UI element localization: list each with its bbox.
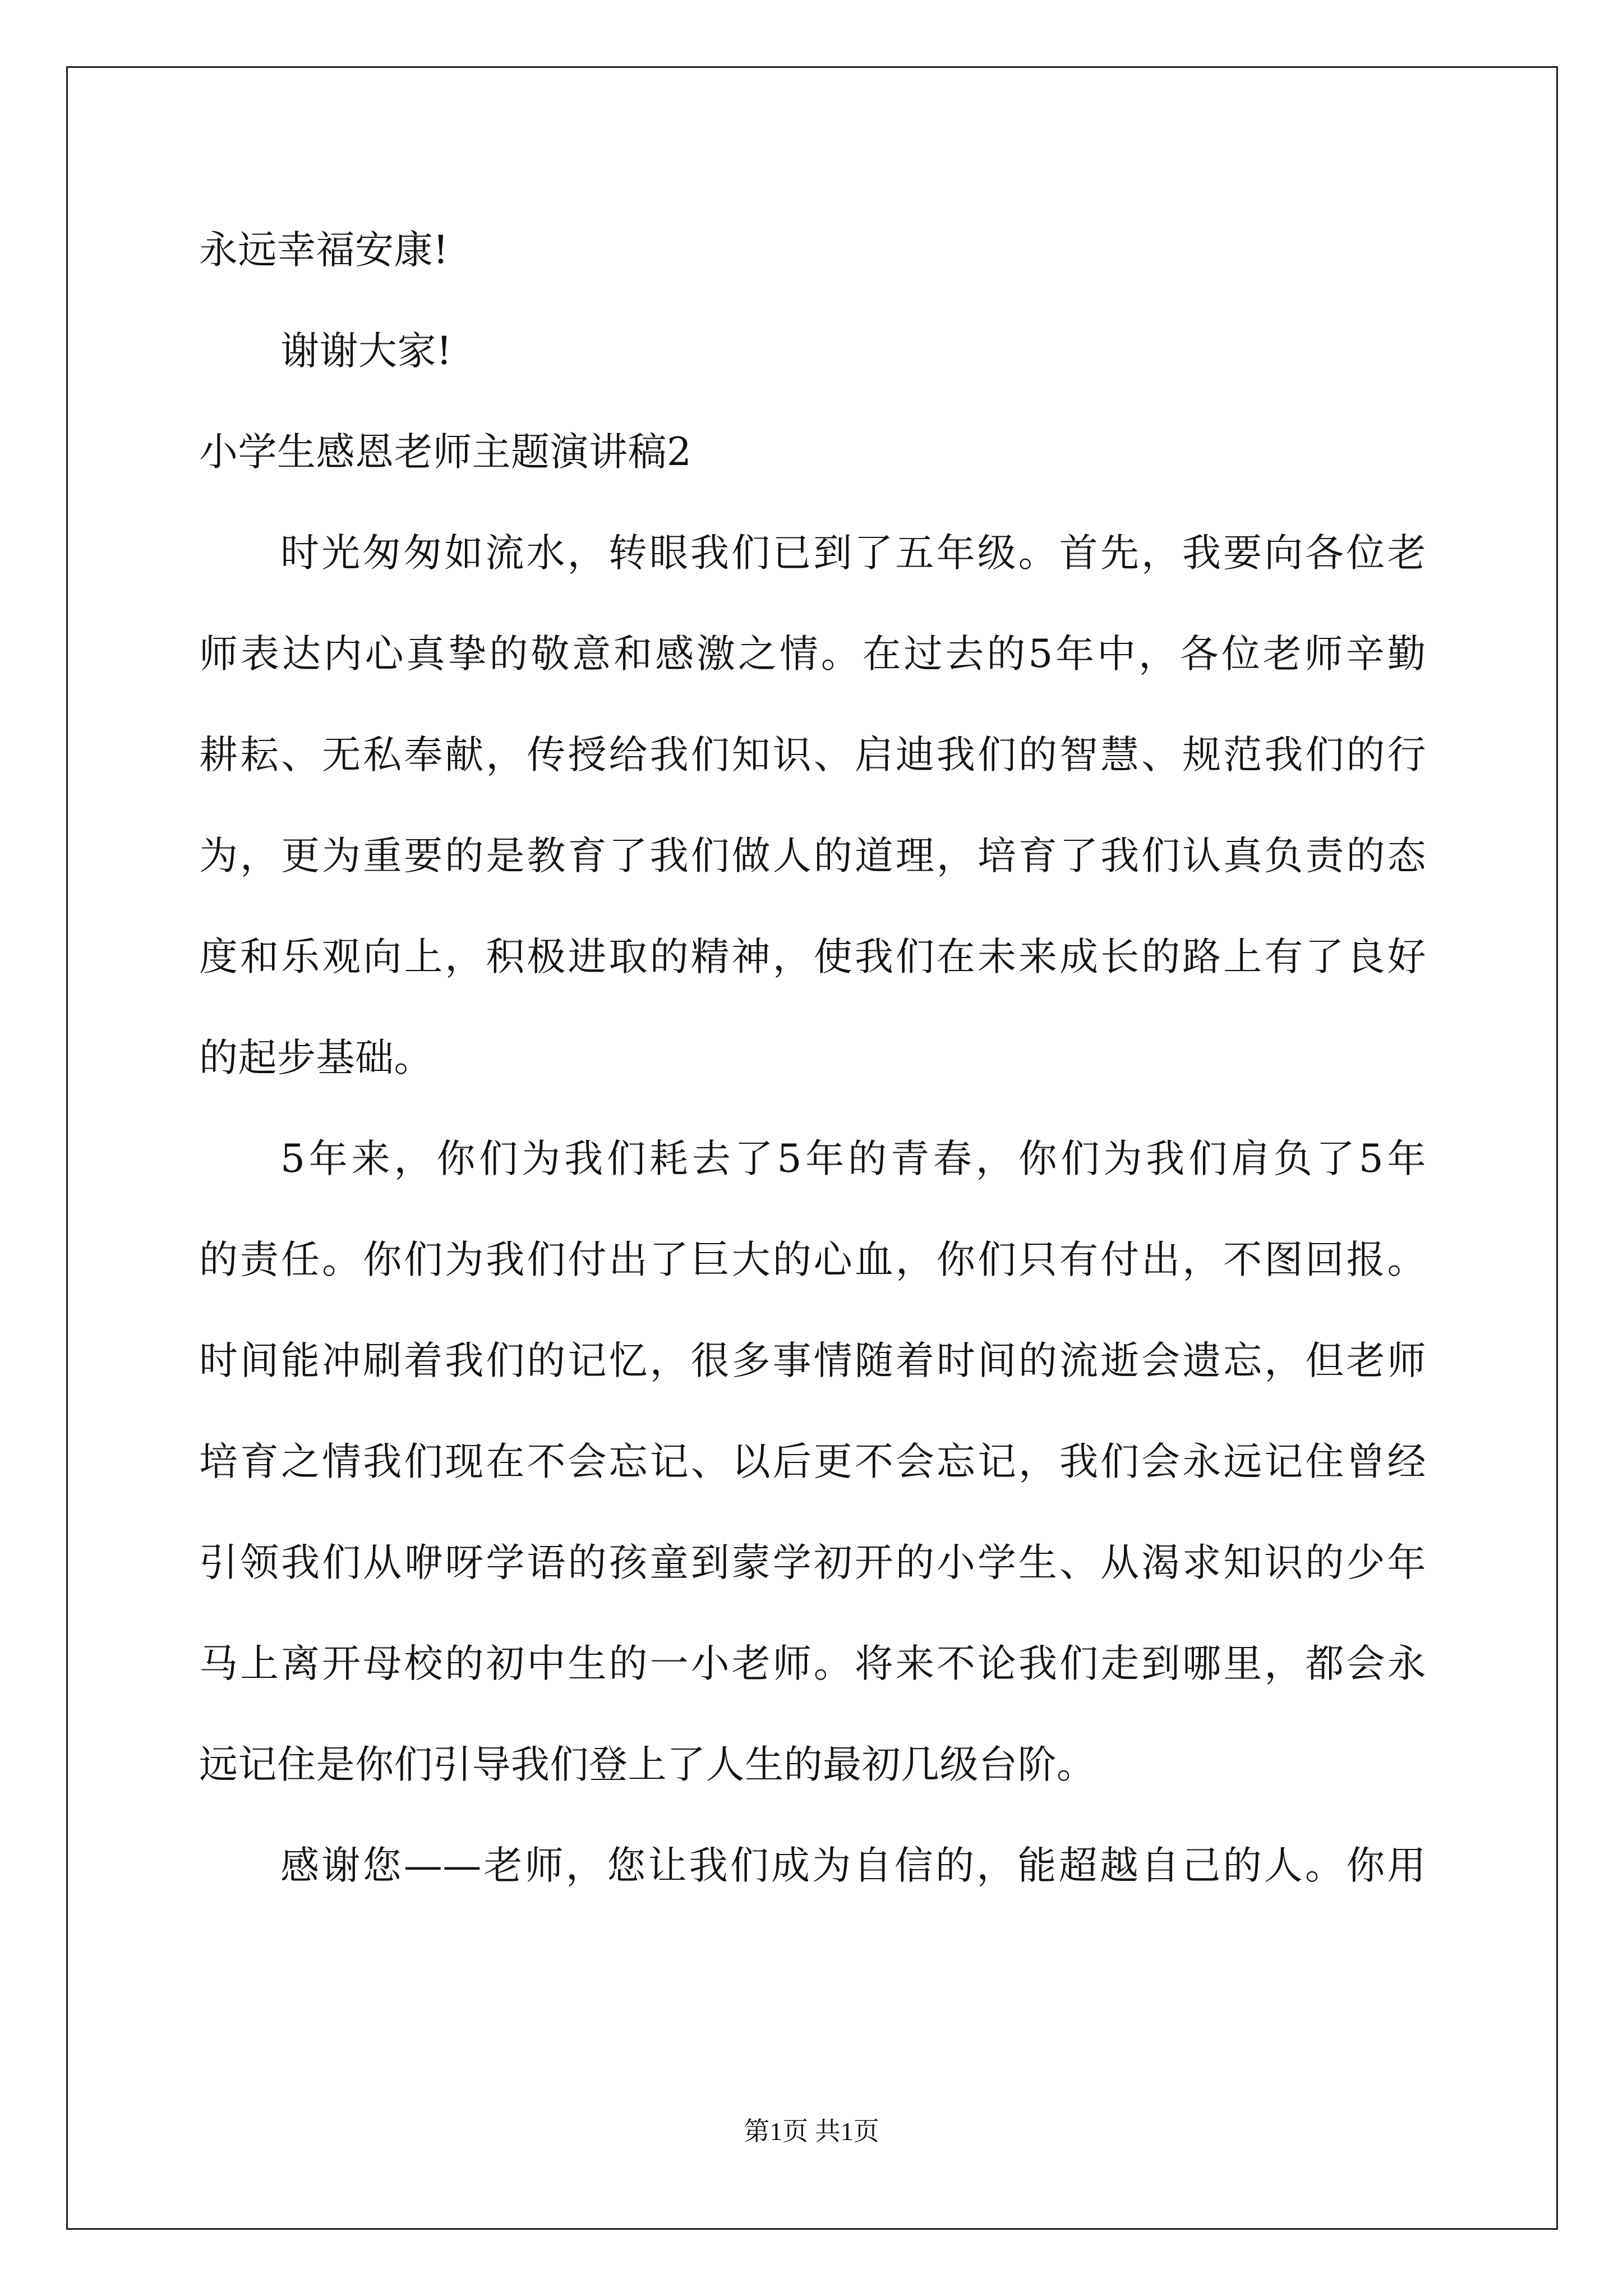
text-line: 时光匆匆如流水，转眼我们已到了五年级。首先，我要向各位老: [280, 531, 1426, 576]
text-line: 的起步基础。: [199, 1036, 433, 1080]
text-line: 耕耘、无私奉献，传授给我们知识、启迪我们的智慧、规范我们的行: [199, 733, 1426, 777]
page-number-footer: 第1页 共1页: [744, 2117, 879, 2146]
text-line: 远记住是你们引导我们登上了人生的最初几级台阶。: [199, 1742, 1096, 1787]
text-line: 为，更为重要的是教育了我们做人的道理，培育了我们认真负责的态: [199, 834, 1426, 878]
section-heading: 小学生感恩老师主题演讲稿2: [199, 430, 692, 475]
text-line: 师表达内心真挚的敬意和感激之情。在过去的5年中，各位老师辛勤: [199, 632, 1426, 677]
text-line: 引领我们从咿呀学语的孩童到蒙学初开的小学生、从渴求知识的少年: [199, 1540, 1426, 1585]
text-line: 时间能冲刷着我们的记忆，很多事情随着时间的流逝会遗忘，但老师: [199, 1338, 1426, 1383]
text-line: 谢谢大家!: [280, 329, 453, 374]
text-line: 培育之情我们现在不会忘记、以后更不会忘记，我们会永远记住曾经: [199, 1439, 1426, 1484]
text-line: 度和乐观向上，积极进取的精神，使我们在未来成长的路上有了良好: [199, 935, 1426, 979]
text-line: 5年来，你们为我们耗去了5年的青春，你们为我们肩负了5年: [280, 1137, 1426, 1181]
text-line: 永远幸福安康!: [199, 228, 449, 273]
text-line: 的责任。你们为我们付出了巨大的心血，你们只有付出，不图回报。: [199, 1237, 1426, 1282]
text-line: 感谢您——老师，您让我们成为自信的，能超越自己的人。你用: [280, 1843, 1426, 1888]
text-line: 马上离开母校的初中生的一小老师。将来不论我们走到哪里，都会永: [199, 1641, 1426, 1686]
